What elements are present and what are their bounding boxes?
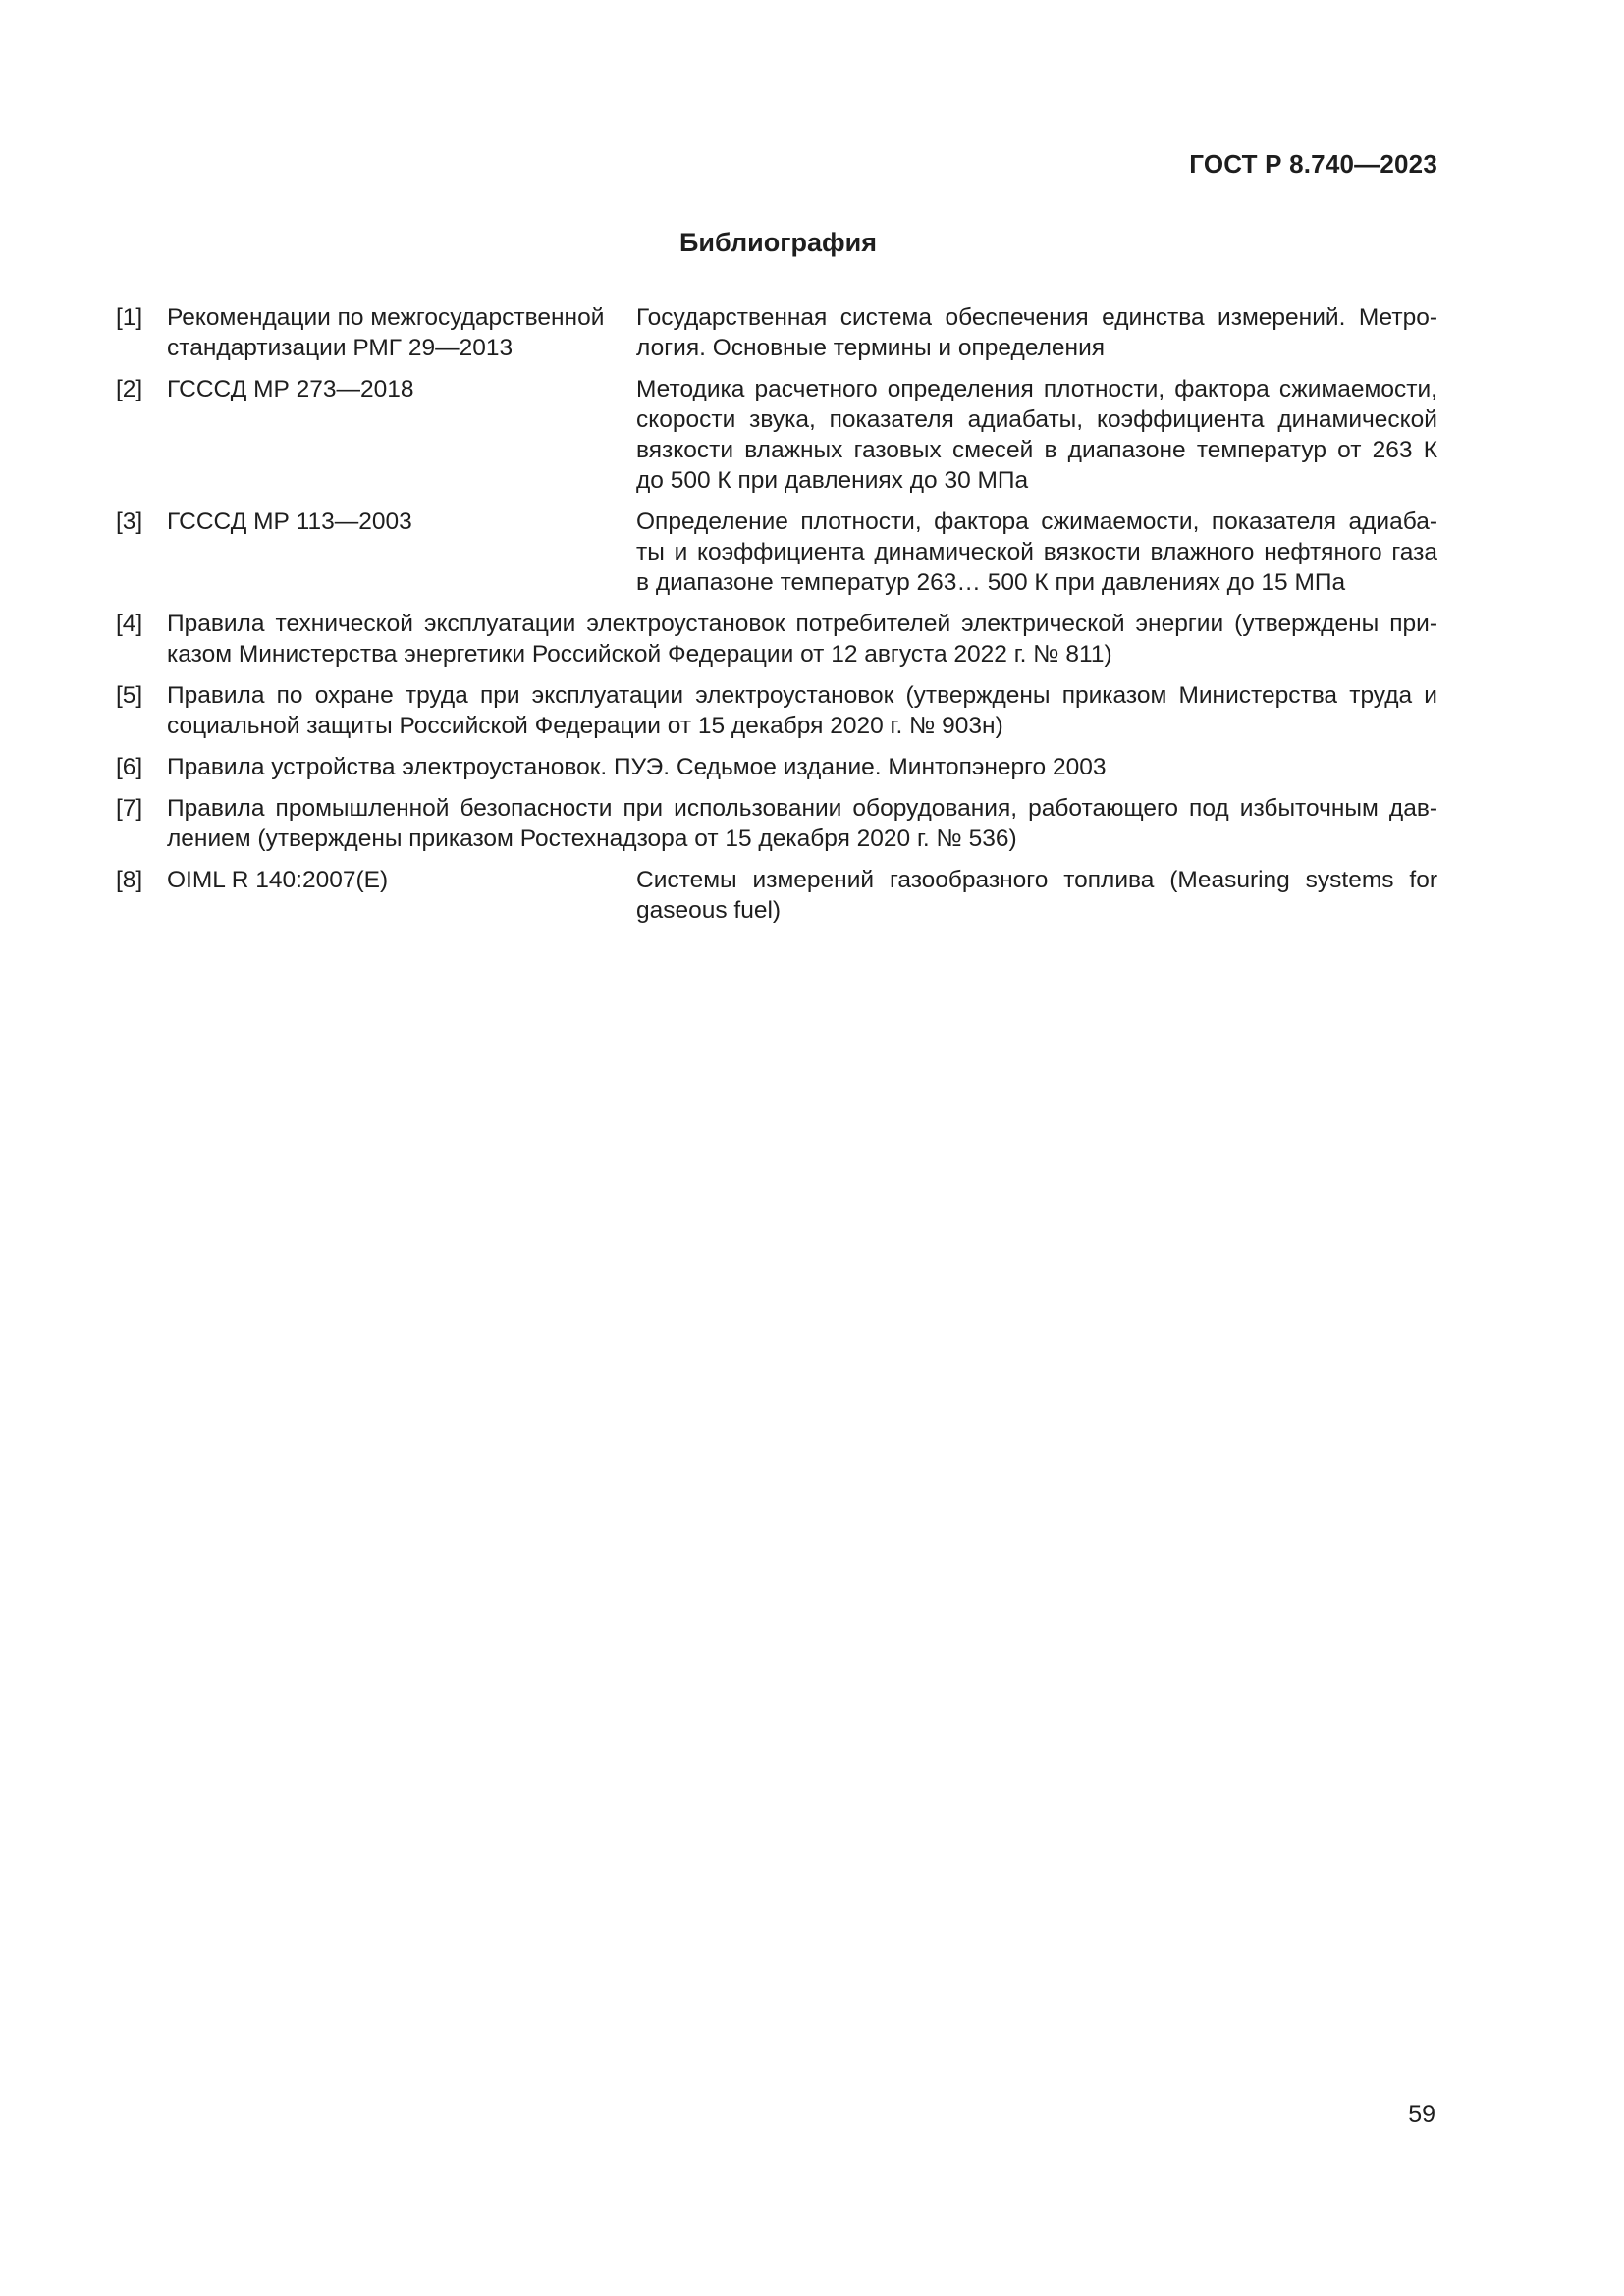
bib-entry-number: [8] [116,867,143,893]
bib-entry-source-line: Рекомендации по межгосударственной [167,304,605,331]
bib-entry [116,752,1437,782]
bib-entry [116,680,1437,741]
bib-entry-title [636,865,1437,926]
bib-entry-text-line: Правила промышленной безопасности при использовании оборудования, работающего под избыточным дав- [167,795,1437,822]
bib-entry-text-line: Правила по охране труда при эксплуатации электроустановок (утверждены приказом Министерства труда и [167,682,1437,709]
bib-entry [116,865,1437,926]
bib-entry-title [636,374,1437,496]
bib-entry [116,507,1437,598]
bib-entry-title-line: логия. Основные термины и определения [636,335,1106,361]
bib-entry-source-line: OIML R 140:2007(E) [167,867,389,893]
bib-entry-title [636,507,1437,598]
bib-entry [116,374,1437,496]
bibliography-title: Библиография [679,228,877,257]
bib-entry-text [167,680,1437,741]
bib-entry-title-line: Методика расчетного определения плотности, фактора сжимаемости, [636,376,1437,402]
bib-entry-title [636,302,1437,363]
bib-entry-number: [1] [116,304,143,331]
bib-entry-text-line: казом Министерства энергетики Российской Федерации от 12 августа 2022 г. № 811) [167,641,1112,667]
bib-entry [116,793,1437,854]
bib-entry-number: [6] [116,754,143,780]
bib-entry-title-line: скорости звука, показателя адиабаты, коэффициента динамической [636,406,1437,433]
bib-entry-text-line: лением (утверждены приказом Ростехнадзора от 15 декабря 2020 г. № 536) [167,826,1017,852]
bib-entry-text [167,793,1437,854]
bib-entry-number: [3] [116,508,143,535]
bib-entry-text [167,752,1437,782]
bib-entry-source [167,302,636,363]
bib-entry-title-line: до 500 К при давлениях до 30 МПа [636,467,1029,494]
bib-entry-source [167,507,636,598]
bib-entry-title-line: вязкости влажных газовых смесей в диапазоне температур от 263 К [636,437,1437,463]
bib-entry-source-line: стандартизации РМГ 29—2013 [167,335,514,361]
bib-entry-title-line: Системы измерений газообразного топлива (Measuring systems for [636,867,1437,893]
bib-entry-source [167,865,636,926]
bib-entry-source-line: ГСССД МР 273—2018 [167,376,414,402]
bib-entry [116,302,1437,363]
page-number: 59 [1408,2101,1435,2128]
bib-entry [116,609,1437,669]
bib-entry-number: [2] [116,376,143,402]
bib-entry-title-line: gaseous fuel) [636,897,782,924]
bibliography-list [116,302,1437,936]
bib-entry-title-line: Государственная система обеспечения единства измерений. Метро- [636,304,1437,331]
bib-entry-title-line: ты и коэффициента динамической вязкости влажного нефтяного газа [636,539,1437,565]
bib-entry-text-line: Правила технической эксплуатации электроустановок потребителей электрической энергии (утверждены при- [167,611,1437,637]
bib-entry-source [167,374,636,496]
bib-entry-text-line: Правила устройства электроустановок. ПУЭ. Седьмое издание. Минтопэнерго 2003 [167,754,1107,780]
bib-entry-number: [4] [116,611,143,637]
bib-entry-title-line: в диапазоне температур 263… 500 К при давлениях до 15 МПа [636,569,1346,596]
bib-entry-number: [7] [116,795,143,822]
bib-entry-text [167,609,1437,669]
bib-entry-number: [5] [116,682,143,709]
bib-entry-title-line: Определение плотности, фактора сжимаемости, показателя адиаба- [636,508,1437,535]
bib-entry-text-line: социальной защиты Российской Федерации от 15 декабря 2020 г. № 903н) [167,713,1003,739]
document-code: ГОСТ Р 8.740—2023 [1189,149,1437,179]
bib-entry-source-line: ГСССД МР 113—2003 [167,508,412,535]
